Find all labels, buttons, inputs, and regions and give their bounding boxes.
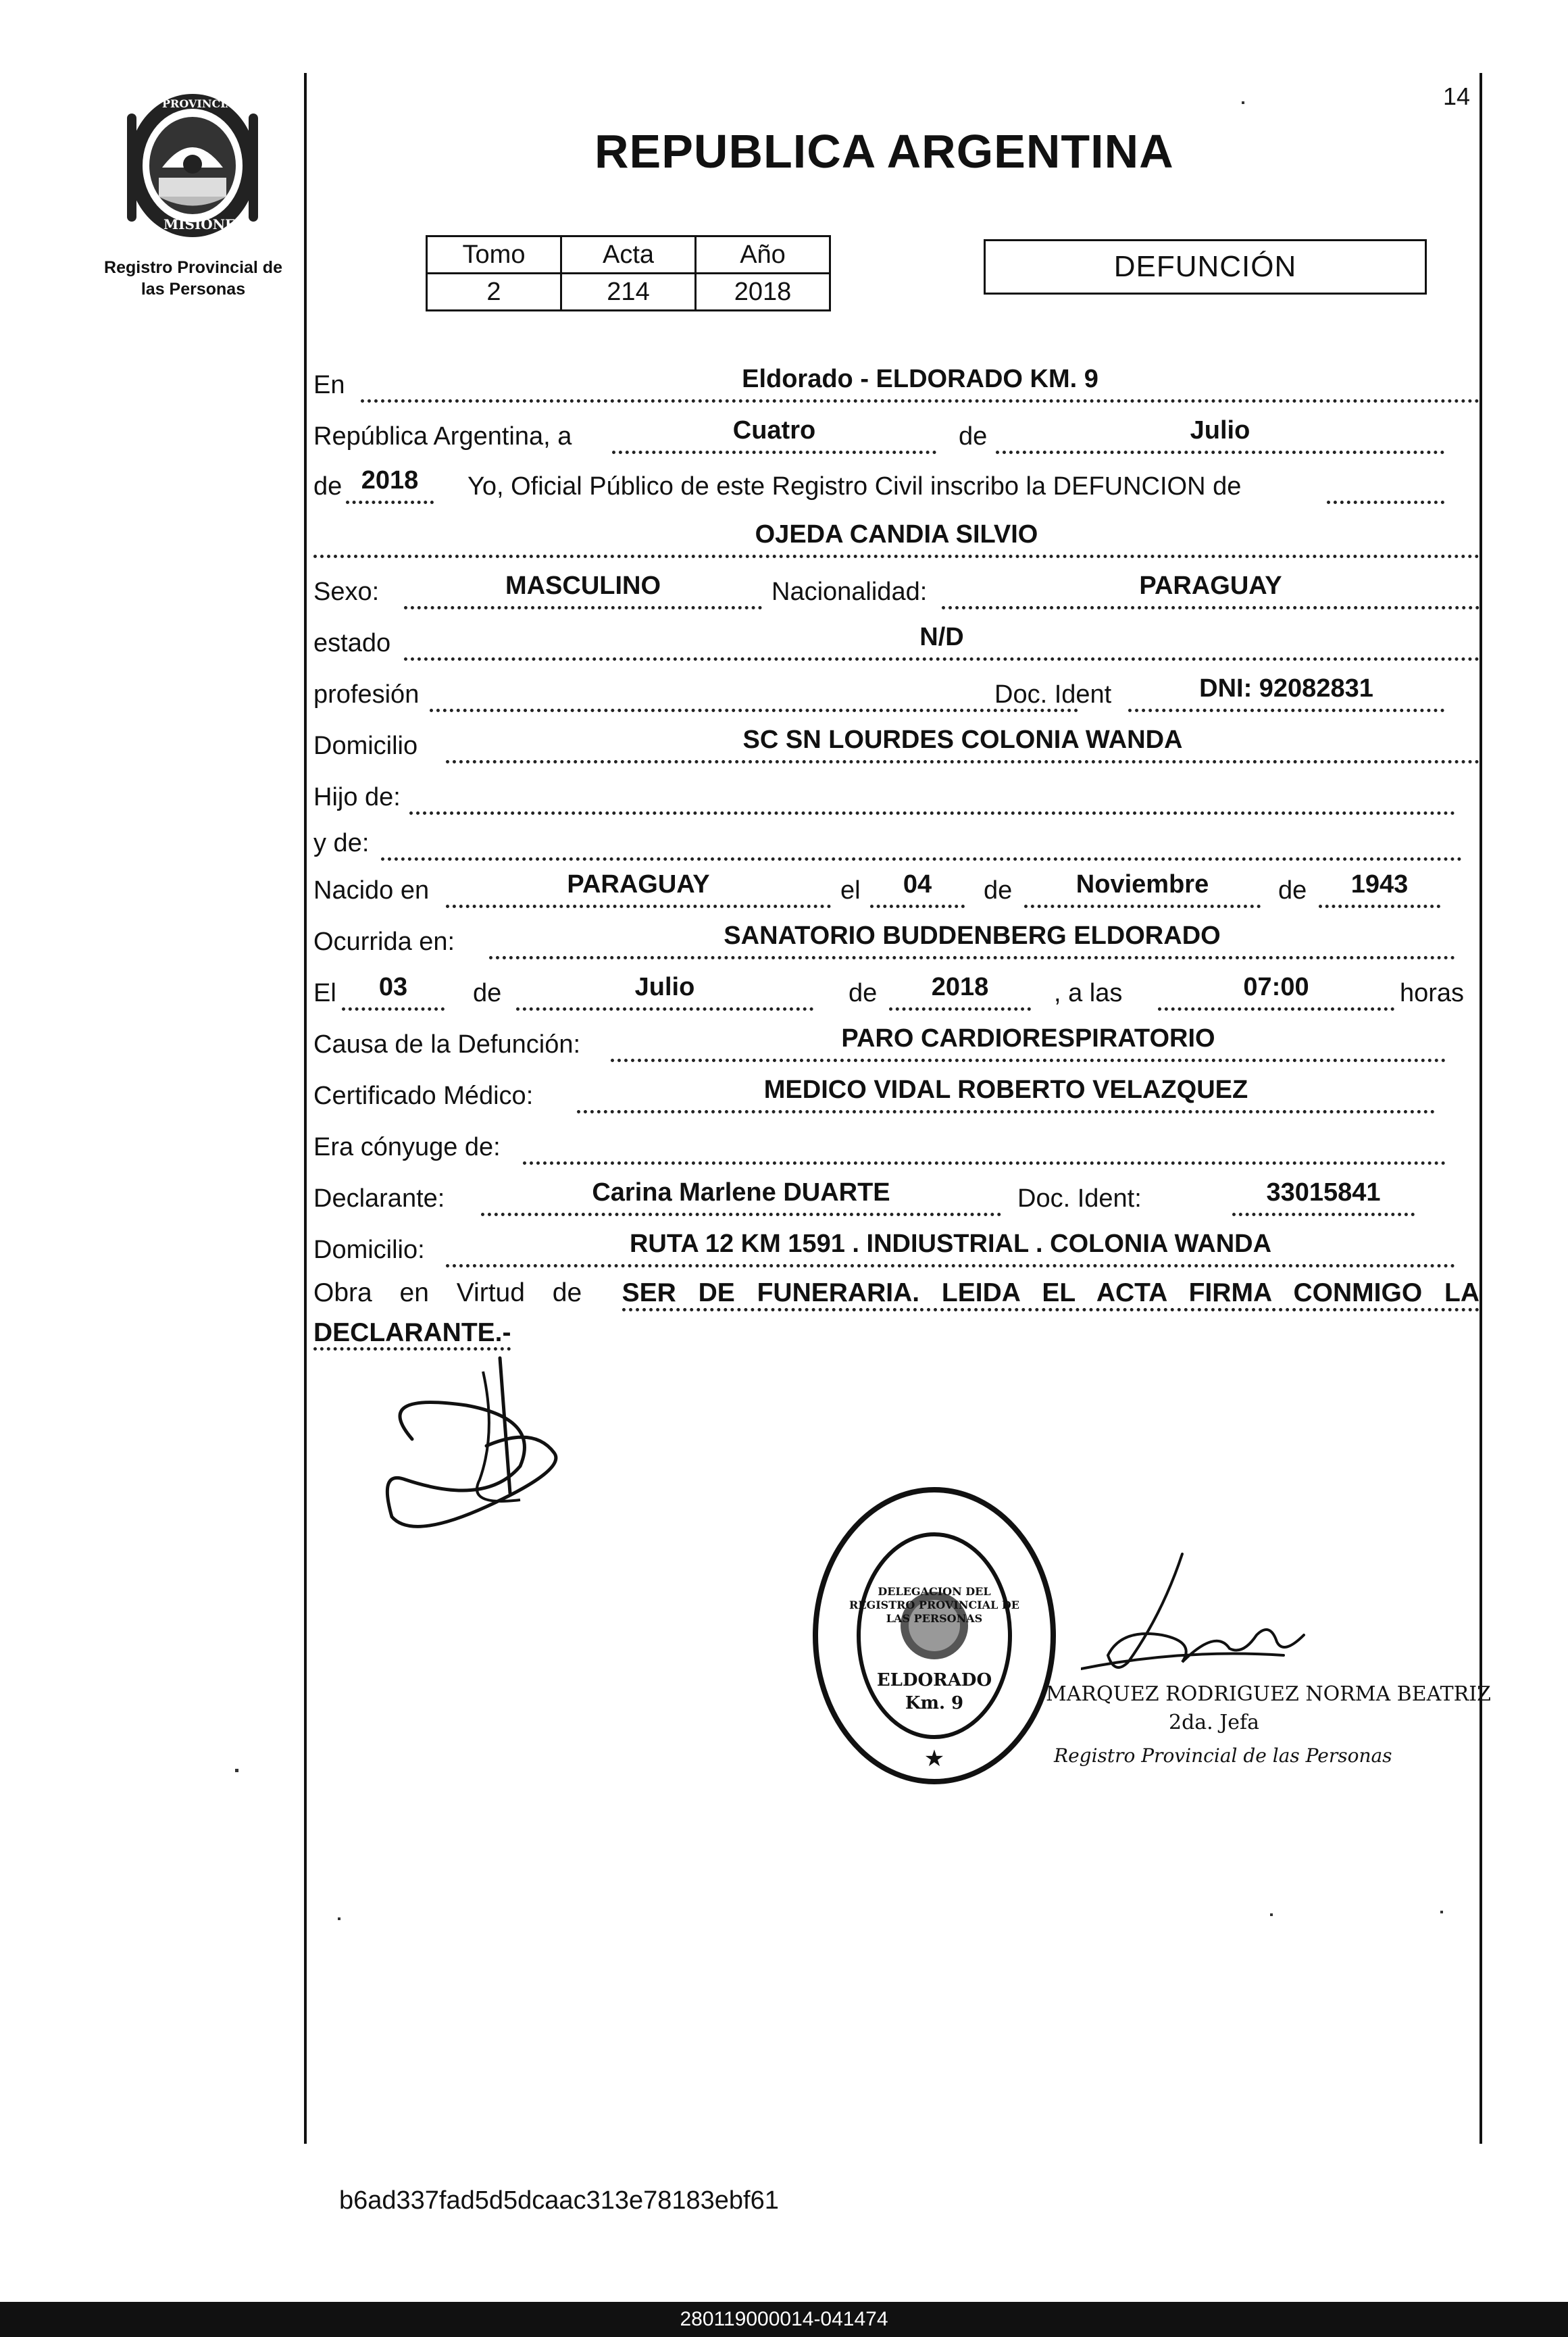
obra-line-1 — [313, 1278, 1480, 1311]
row-certificado — [313, 1073, 1435, 1113]
label-certificado: Certificado Médico: — [313, 1082, 534, 1110]
field-doc-ident — [1128, 668, 1444, 712]
registry-label-line2: las Personas — [141, 280, 246, 299]
label-declarante: Declarante: — [313, 1184, 445, 1213]
label-nacionalidad: Nacionalidad: — [772, 578, 928, 606]
row-hijo-de — [313, 774, 1455, 815]
row-y-de — [313, 820, 1462, 861]
label-ocurrida-en: Ocurrida en: — [313, 928, 455, 956]
stamp-inner-line1: ELDORADO — [876, 1670, 992, 1690]
footer-barcode-text: 280119000014-041474 — [680, 2308, 888, 2330]
value-certificado: MEDICO VIDAL ROBERTO VELAZQUEZ — [763, 1076, 1248, 1104]
label-a-las: , a las — [1054, 979, 1123, 1007]
label-de-nac-anio: de — [1278, 876, 1307, 905]
label-de-fall-anio: de — [849, 979, 878, 1007]
row-lugar — [313, 362, 1480, 403]
row-causa — [313, 1022, 1446, 1062]
field-fallecido-mes — [516, 967, 813, 1011]
official-signature-icon — [1081, 1547, 1324, 1676]
row-ocurrida — [313, 919, 1455, 959]
value-domicilio-declarante: RUTA 12 KM 1591 . INDIUSTRIAL . COLONIA WANDA — [629, 1230, 1272, 1258]
value-nacido-en: PARAGUAY — [567, 870, 710, 899]
label-doc-ident: Doc. Ident — [994, 680, 1112, 709]
row-fecha-acta — [313, 413, 1444, 454]
value-fallecido-dia: 03 — [378, 973, 408, 1001]
label-doc-ident2: Doc. Ident: — [1017, 1184, 1142, 1213]
value-causa: PARO CARDIORESPIRATORIO — [841, 1024, 1215, 1053]
field-nacido-mes — [1024, 864, 1261, 908]
document-type-box: DEFUNCIÓN — [984, 239, 1427, 295]
field-profesion — [430, 668, 1078, 712]
field-mes — [996, 410, 1444, 454]
obra-line-2 — [313, 1318, 1480, 1348]
field-hora — [1158, 967, 1394, 1011]
field-estado — [404, 617, 1480, 661]
field-y-de — [381, 817, 1462, 861]
label-estado: estado — [313, 629, 391, 657]
row-sexo-nacionalidad — [313, 569, 1480, 609]
field-certificado — [577, 1070, 1435, 1113]
label-domicilio2: Domicilio: — [313, 1236, 425, 1264]
value-ocurrida-en: SANATORIO BUDDENBERG ELDORADO — [724, 922, 1221, 950]
field-domicilio — [446, 720, 1480, 763]
label-de-anio: de — [313, 472, 343, 501]
header-tomo: Tomo — [427, 236, 561, 274]
field-inscribe-tail — [1327, 460, 1444, 504]
field-nacido-en — [446, 864, 831, 908]
value-doc-ident: DNI: 92082831 — [1199, 674, 1373, 703]
row-declarante — [313, 1176, 1415, 1216]
value-acta: 214 — [561, 274, 696, 311]
stamp-inner-line2: Km. 9 — [905, 1693, 964, 1713]
label-causa: Causa de la Defunción: — [313, 1030, 581, 1059]
document-hash: b6ad337fad5d5dcaac313e78183ebf61 — [339, 2186, 779, 2215]
official-office: Registro Provincial de las Personas — [1054, 1744, 1392, 1767]
field-ocurrida-en — [489, 915, 1455, 959]
value-dia-texto: Cuatro — [732, 416, 816, 445]
header-anio: Año — [696, 236, 830, 274]
label-hijo-de: Hijo de: — [313, 783, 401, 811]
row-fallecimiento — [313, 970, 1469, 1011]
row-domicilio-declarante — [313, 1227, 1455, 1267]
value-mes: Julio — [1190, 416, 1250, 445]
field-declarante — [481, 1172, 1001, 1216]
label-profesion: profesión — [313, 680, 420, 709]
obra-en-virtud — [313, 1278, 1480, 1348]
field-hijo-de — [409, 771, 1455, 815]
svg-text:★: ★ — [924, 1746, 945, 1771]
row-nombre — [313, 518, 1480, 558]
value-obra-line2: DECLARANTE.- — [313, 1318, 511, 1351]
book-reference-table — [426, 235, 831, 311]
field-sexo — [404, 566, 762, 609]
label-y-de: y de: — [313, 829, 370, 857]
value-nacido-mes: Noviembre — [1076, 870, 1209, 899]
field-nacionalidad — [942, 566, 1480, 609]
book-header-row — [427, 236, 830, 274]
stamp-oval-icon — [809, 1484, 1059, 1788]
scan-speck — [1270, 1913, 1273, 1916]
declarant-signature-icon — [365, 1351, 581, 1554]
label-sexo: Sexo: — [313, 578, 380, 606]
label-nacido-en: Nacido en — [313, 876, 430, 905]
official-name: MARQUEZ RODRIGUEZ NORMA BEATRIZ — [1046, 1682, 1491, 1706]
field-causa — [611, 1018, 1446, 1062]
field-fallecido-anio — [889, 967, 1031, 1011]
label-el-cap: El — [313, 979, 336, 1007]
label-yo-oficial: Yo, Oficial Público de este Registro Civil inscribo la DEFUNCION de — [467, 472, 1242, 501]
header-acta: Acta — [561, 236, 696, 274]
field-anio — [346, 460, 434, 504]
value-lugar: Eldorado - ELDORADO KM. 9 — [742, 365, 1098, 393]
field-fallecido-dia — [342, 967, 445, 1011]
scan-speck — [235, 1769, 238, 1772]
label-domicilio: Domicilio — [313, 732, 418, 760]
value-anio: 2018 — [696, 274, 830, 311]
label-de-fall-mes: de — [473, 979, 502, 1007]
value-estado: N/D — [919, 623, 964, 651]
registry-label — [92, 257, 295, 300]
field-declarante-doc — [1232, 1172, 1415, 1216]
seal-text-bottom: MISIONES — [163, 216, 245, 232]
left-margin-rule — [304, 73, 307, 2144]
row-profesion-doc — [313, 672, 1444, 712]
scan-speck — [1440, 1911, 1443, 1913]
row-anio-oficial — [313, 463, 1444, 504]
page-title: REPUBLICA ARGENTINA — [595, 125, 1174, 178]
value-nacido-anio: 1943 — [1350, 870, 1409, 899]
row-nacimiento — [313, 868, 1440, 908]
seal-text-top: PROVINCIA DE — [162, 97, 255, 110]
value-nacido-dia: 04 — [903, 870, 932, 899]
right-margin-rule — [1480, 73, 1482, 2144]
value-fallecido-mes: Julio — [634, 973, 695, 1001]
label-en: En — [313, 371, 345, 399]
registry-label-line1: Registro Provincial de — [104, 258, 282, 277]
row-domicilio — [313, 723, 1480, 763]
value-tomo: 2 — [427, 274, 561, 311]
row-conyuge — [313, 1124, 1446, 1165]
value-sexo: MASCULINO — [505, 572, 661, 600]
value-nombre: OJEDA CANDIA SILVIO — [755, 520, 1038, 549]
footer-barcode-bar — [0, 2302, 1568, 2337]
value-obra-line1: SER DE FUNERARIA. LEIDA EL ACTA FIRMA CONMIGO LA — [622, 1278, 1480, 1311]
value-declarante: Carina Marlene DUARTE — [592, 1178, 890, 1207]
value-domicilio: SC SN LOURDES COLONIA WANDA — [742, 726, 1183, 754]
value-nacionalidad: PARAGUAY — [1139, 572, 1282, 600]
row-estado — [313, 620, 1480, 661]
scan-speck — [1242, 101, 1244, 104]
page-number: 14 — [1443, 82, 1471, 110]
provincial-seal — [122, 86, 263, 242]
value-fallecido-anio: 2018 — [931, 973, 989, 1001]
book-value-row — [427, 274, 830, 311]
value-anio: 2018 — [361, 466, 419, 495]
official-role: 2da. Jefa — [1169, 1711, 1260, 1734]
label-conyuge: Era cónyuge de: — [313, 1133, 501, 1161]
field-lugar — [361, 359, 1480, 403]
field-nombre — [313, 514, 1480, 558]
label-de-mes: de — [959, 422, 988, 451]
label-el: el — [840, 876, 861, 905]
registry-delegation-stamp — [809, 1484, 1059, 1788]
field-dia-texto — [612, 410, 936, 454]
field-conyuge — [523, 1121, 1446, 1165]
label-horas: horas — [1400, 979, 1465, 1007]
stamp-ring-text: DELEGACION DEL REGISTRO PROVINCIAL DE LAS PERSONAS — [849, 1585, 1019, 1625]
label-de-nac-mes: de — [984, 876, 1013, 905]
scan-speck — [338, 1917, 340, 1920]
label-obra-en: Obra en Virtud de — [313, 1278, 582, 1307]
value-declarante-doc: 33015841 — [1266, 1178, 1381, 1207]
field-domicilio-declarante — [446, 1224, 1455, 1267]
field-nacido-anio — [1319, 864, 1440, 908]
field-nacido-dia — [870, 864, 965, 908]
label-republica-a: República Argentina, a — [313, 422, 572, 451]
value-hora: 07:00 — [1243, 973, 1309, 1001]
